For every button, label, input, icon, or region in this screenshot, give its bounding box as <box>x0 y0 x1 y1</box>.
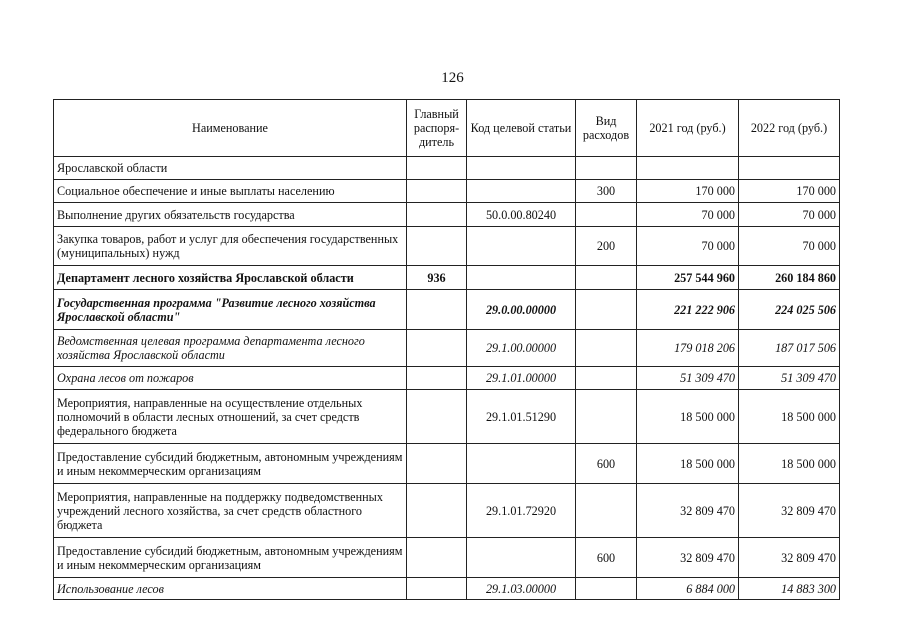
cell-admin <box>407 290 467 330</box>
cell-2021 <box>637 157 739 180</box>
budget-table <box>53 99 840 600</box>
header-expense: Вид расходов <box>576 100 637 157</box>
cell-code <box>467 180 576 203</box>
cell-2022: 187 017 506 <box>739 330 840 367</box>
cell-name: Выполнение других обязательств государства <box>54 203 407 227</box>
cell-2021: 18 500 000 <box>637 444 739 484</box>
header-code: Код целевой статьи <box>467 100 576 157</box>
cell-2022: 18 500 000 <box>739 390 840 444</box>
table-row-program <box>54 290 840 330</box>
cell-code <box>467 227 576 266</box>
cell-code: 29.1.00.00000 <box>467 330 576 367</box>
cell-code <box>467 444 576 484</box>
cell-expense: 600 <box>576 444 637 484</box>
table-row-subprogram <box>54 367 840 390</box>
cell-admin <box>407 330 467 367</box>
cell-name: Ярославской области <box>54 157 407 180</box>
cell-2021: 179 018 206 <box>637 330 739 367</box>
cell-admin <box>407 390 467 444</box>
cell-code: 29.0.00.00000 <box>467 290 576 330</box>
table-row-subprogram <box>54 330 840 367</box>
cell-2021: 221 222 906 <box>637 290 739 330</box>
cell-admin <box>407 157 467 180</box>
cell-2021: 70 000 <box>637 227 739 266</box>
cell-2021: 51 309 470 <box>637 367 739 390</box>
cell-name: Мероприятия, направленные на осуществление отдельных полномочий в области лесных отношений, за счет средств федерального бюджета <box>54 390 407 444</box>
cell-admin <box>407 227 467 266</box>
cell-name: Департамент лесного хозяйства Ярославской области <box>54 266 407 290</box>
cell-2022: 32 809 470 <box>739 538 840 578</box>
cell-admin <box>407 367 467 390</box>
cell-admin <box>407 444 467 484</box>
cell-code: 50.0.00.80240 <box>467 203 576 227</box>
cell-2022: 70 000 <box>739 227 840 266</box>
cell-2022: 170 000 <box>739 180 840 203</box>
cell-2022 <box>739 157 840 180</box>
cell-2021: 170 000 <box>637 180 739 203</box>
cell-expense <box>576 367 637 390</box>
header-2021: 2021 год (руб.) <box>637 100 739 157</box>
cell-code <box>467 538 576 578</box>
cell-expense <box>576 157 637 180</box>
cell-expense <box>576 578 637 600</box>
cell-2022: 224 025 506 <box>739 290 840 330</box>
cell-expense: 200 <box>576 227 637 266</box>
cell-code: 29.1.03.00000 <box>467 578 576 600</box>
table-row <box>54 484 840 538</box>
cell-2022: 51 309 470 <box>739 367 840 390</box>
table-row <box>54 390 840 444</box>
table-row <box>54 538 840 578</box>
cell-expense: 600 <box>576 538 637 578</box>
cell-2021: 6 884 000 <box>637 578 739 600</box>
cell-name: Закупка товаров, работ и услуг для обеспечения государственных (муниципальных) нужд <box>54 227 407 266</box>
table-header-row <box>54 100 840 157</box>
header-name: Наименование <box>54 100 407 157</box>
cell-expense <box>576 266 637 290</box>
cell-admin <box>407 578 467 600</box>
cell-admin <box>407 203 467 227</box>
cell-expense <box>576 484 637 538</box>
cell-expense <box>576 330 637 367</box>
cell-code: 29.1.01.72920 <box>467 484 576 538</box>
cell-admin <box>407 180 467 203</box>
cell-2022: 14 883 300 <box>739 578 840 600</box>
cell-name: Использование лесов <box>54 578 407 600</box>
cell-expense <box>576 290 637 330</box>
table-row-subprogram <box>54 578 840 600</box>
cell-name: Охрана лесов от пожаров <box>54 367 407 390</box>
cell-2021: 70 000 <box>637 203 739 227</box>
cell-name: Мероприятия, направленные на поддержку подведомственных учреждений лесного хозяйства, за счет средств областного бюджета <box>54 484 407 538</box>
cell-name: Ведомственная целевая программа департамента лесного хозяйства Ярославской области <box>54 330 407 367</box>
cell-name: Предоставление субсидий бюджетным, автономным учреждениям и иным некоммерческим организациям <box>54 444 407 484</box>
table-row-department <box>54 266 840 290</box>
page-number: 126 <box>441 70 464 86</box>
table-row <box>54 157 840 180</box>
cell-code <box>467 157 576 180</box>
cell-code: 29.1.01.51290 <box>467 390 576 444</box>
cell-name: Государственная программа "Развитие лесного хозяйства Ярославской области" <box>54 290 407 330</box>
cell-2021: 257 544 960 <box>637 266 739 290</box>
table-row <box>54 203 840 227</box>
cell-name: Социальное обеспечение и иные выплаты населению <box>54 180 407 203</box>
cell-admin <box>407 538 467 578</box>
cell-2021: 18 500 000 <box>637 390 739 444</box>
header-2022: 2022 год (руб.) <box>739 100 840 157</box>
cell-2021: 32 809 470 <box>637 538 739 578</box>
table-row <box>54 444 840 484</box>
cell-expense: 300 <box>576 180 637 203</box>
cell-admin <box>407 484 467 538</box>
cell-expense <box>576 390 637 444</box>
table-row <box>54 180 840 203</box>
table-row <box>54 227 840 266</box>
cell-name: Предоставление субсидий бюджетным, автономным учреждениям и иным некоммерческим организациям <box>54 538 407 578</box>
cell-expense <box>576 203 637 227</box>
cell-2022: 70 000 <box>739 203 840 227</box>
cell-2022: 32 809 470 <box>739 484 840 538</box>
cell-2022: 260 184 860 <box>739 266 840 290</box>
cell-code <box>467 266 576 290</box>
cell-code: 29.1.01.00000 <box>467 367 576 390</box>
cell-2021: 32 809 470 <box>637 484 739 538</box>
header-admin: Главный распоря-дитель <box>407 100 467 157</box>
cell-2022: 18 500 000 <box>739 444 840 484</box>
cell-admin: 936 <box>407 266 467 290</box>
